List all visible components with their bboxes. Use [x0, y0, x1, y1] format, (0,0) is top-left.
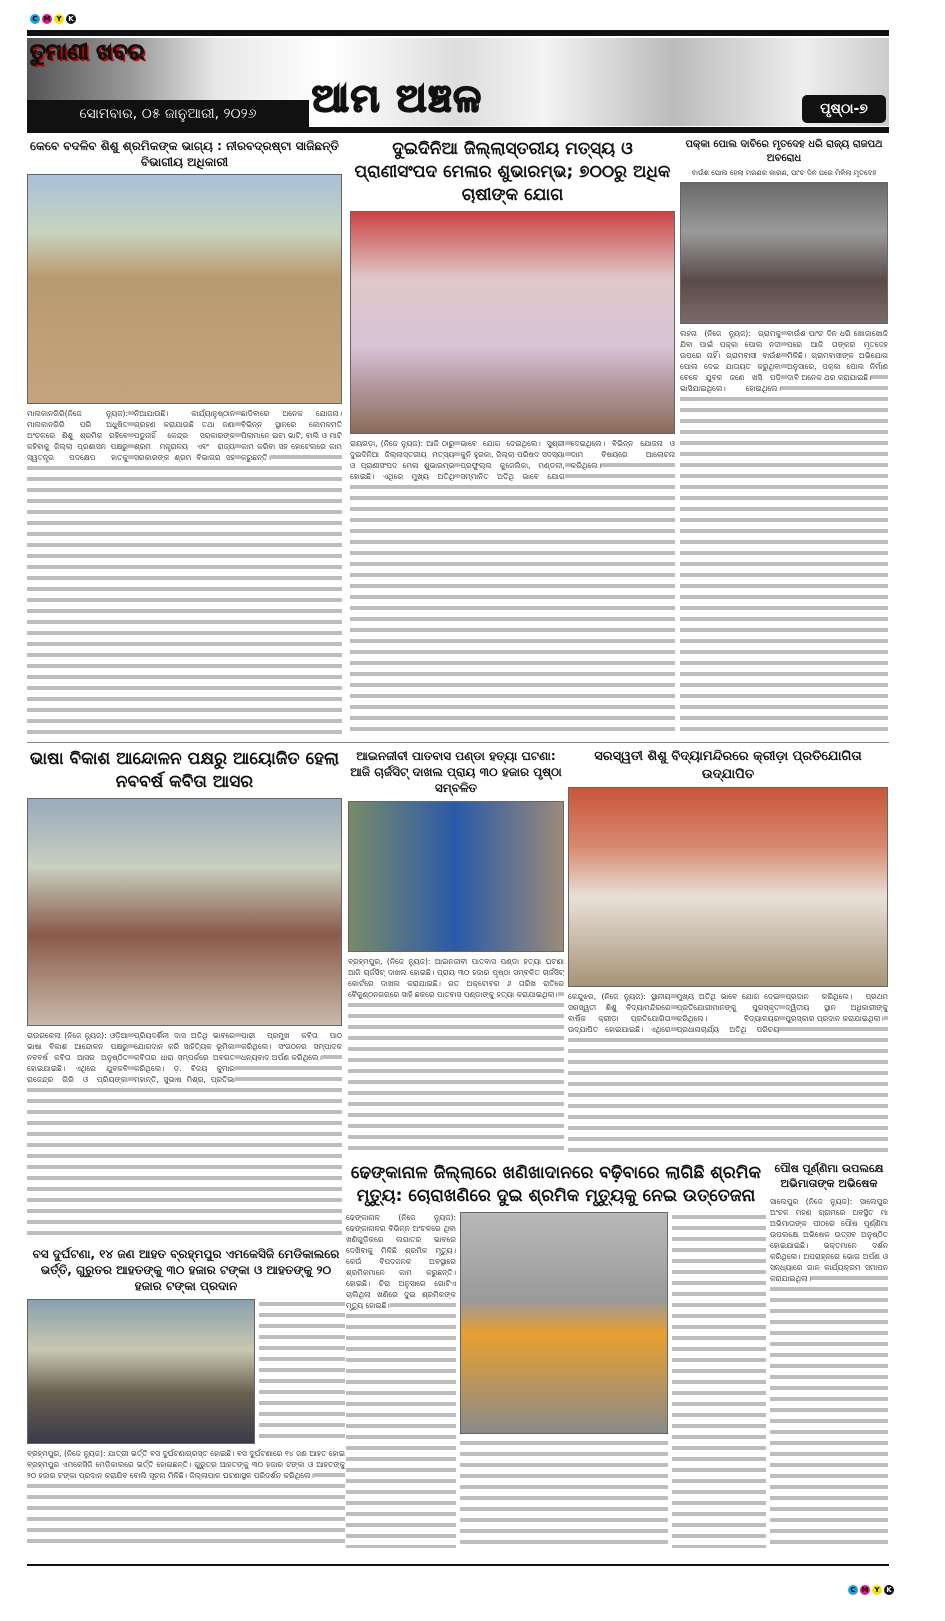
- article-bus-accident: [27, 1246, 345, 1548]
- article-fish-fair: [350, 138, 675, 738]
- article-lawyer-murder: [348, 748, 564, 1156]
- cmyk-registration-marks-top: [30, 14, 76, 24]
- magenta-dot-icon: M: [861, 1586, 869, 1594]
- article-paush-purnima: [770, 1162, 888, 1548]
- article-body-mine-deaths-cont: [460, 1438, 668, 1548]
- article-body-bus-accident-side: [259, 1299, 345, 1444]
- article-body-mine-deaths-cont2: [672, 1212, 766, 1548]
- article-poetry-meet: [27, 748, 342, 1240]
- article-body-mine-deaths: ଢେଙ୍କାନାଳ (ନିଜେ ନ୍ୟୁଜ): ଢେଙ୍କାନାଳର ବିଭିନ୍ନ ଅଂଚଳରେ ଥିବା ଖଣିଗୁଡ଼ିକରେ ଲଗାତର ଭାବରେ ଦେଖିବାକୁ ମିଳିଛି ଶ୍ରମିକ ମୃତ୍ୟୁ। କେଉଁ ବିପଦଜନକ ଅବସ୍ଥାରେ ଶ୍ରମିକମାନେ କାମ କରୁଛନ୍ତି। ହୋଇଛି। ଚିରା ଅନୁସାରେ ଗୋଟିଏ ଚାଲିଥିଲା ଖଣିରେ ଦୁଇ ଶ୍ରମିକଙ୍କ ମୃତ୍ୟୁ ହୋଇଛି।: [346, 1212, 456, 1548]
- headline-bridge-protest: ପକ୍କା ପୋଲ ଦାବିରେ ମୃତଦେହ ଧରି ରାଜ୍ୟ ରାଜପଥ ଅବରୋଧ: [680, 138, 888, 165]
- yellow-dot-icon: Y: [872, 1585, 882, 1595]
- article-bridge-protest: [680, 138, 888, 738]
- photo-sports-prize: [568, 787, 888, 987]
- cmyk-registration-marks-bottom: [848, 1585, 894, 1595]
- article-mine-deaths: [346, 1162, 766, 1548]
- headline-bus-accident: ବସ ଦୁର୍ଘଟଣା, ୧୪ ଜଣ ଆହତ ବ୍ରହ୍ମପୁର ଏମକେସିଜି ମେଡିକାଲରେ ଭର୍ତ୍ତି, ଗୁରୁତର ଆହତଙ୍କୁ ୩୦ ହଜାର ଟଙ୍କା ଓ ଆହତଙ୍କୁ ୨୦ ହଜାର ଟଙ୍କା ପ୍ରଦାନ: [27, 1246, 345, 1295]
- headline-child-labour: କେବେ ବଦଳିବ ଶିଶୁ ଶ୍ରମିକଙ୍କ ଭାଗ୍ୟ : ନୀରବଦ୍ରଷ୍ଟା ସାଜିଛନ୍ତି ବିଭାଗୀୟ ଅଧିକାରୀ: [27, 138, 342, 170]
- masthead-bottom-rule: [27, 127, 889, 133]
- row-divider: [27, 742, 889, 743]
- photo-children-carrying-sand: [27, 174, 342, 404]
- photo-damaged-bus: [27, 1299, 255, 1444]
- headline-school-sports: ସରସ୍ୱତୀ ଶିଶୁ ବିଦ୍ୟାମନ୍ଦିରରେ କ୍ରୀଡ଼ା ପ୍ରତିଯୋଗିତା ଉଦ୍‌ଯାପିତ: [568, 748, 888, 783]
- article-body-child-labour: ମାଲକାନଗିରି(ନିଜେ ନ୍ୟୁଜ): ମାଲକାନଗିରି ପରି ଅଧୁଷିତ ଅଂଚଳରେ ଶିଶୁ ଶ୍ରମିକ ରହିବେ କହିବାକୁ ଜିଲ୍ଲା ପ୍ରଶାସନ ପକ୍ଷରୁ ସ୍ୱତନ୍ତ୍ର ପଦକ୍ଷେପ ହାତକୁ ନିଆଯାଉଛି। କାର୍ଯ୍ୟାନୁଷ୍ଠାନ ଗ୍ରହଣ କରାଯାଉଛି ତଥା ଜଣା ପଡୁନାହିଁ କେନ୍ଦ୍ର ସରକାରଙ୍କ ଶ୍ରମ ମନ୍ତ୍ରାଳୟ ଏବଂ ରାଜ୍ୟ ସରକାରଙ୍କ ଶ୍ରମ ବିଭାଗର ସହ ଛାଡିବାରେ ଅନେକ ଯୋଜନା। ବିଭିନ୍ନ ସ୍ଥାନରେ କୋମଳମତି ପିଲାମାନେ ଇଟା ଭାଟି, ବାଲି ଓ ମାଟି କାମ କରିବା ସହ ହୋଟେଲରେ କାମ କରୁଛନ୍ତି।: [27, 408, 342, 738]
- photo-fair-inauguration: [350, 211, 675, 434]
- cyan-dot-icon: C: [30, 14, 40, 24]
- footer-rule: [27, 1564, 889, 1566]
- photo-road-blockade: [680, 182, 888, 324]
- black-dot-icon: K: [884, 1585, 894, 1595]
- article-school-sports: [568, 748, 888, 1156]
- photo-poetry-event: [27, 798, 342, 1026]
- headline-fish-fair: ଦୁଇଦିନିଆ ଜିଲ୍ଲାସ୍ତରୀୟ ମତ୍ସ୍ୟ ଓ ପ୍ରାଣୀସଂପଦ ମେଳାର ଶୁଭାରମ୍ଭ; ୭୦୦ରୁ ଅଧିକ ଚାଷୀଙ୍କ ଯୋଗ: [350, 138, 675, 207]
- article-body-school-sports: କେନ୍ଦୁଝର, (ନିଜେ ନ୍ୟୁଜ): ସ୍ଥାନୀୟ ସରସ୍ୱତୀ ଶିଶୁ ବିଦ୍ୟାମନ୍ଦିରରେ ବାର୍ଷିକ କ୍ରୀଡ଼ା ପ୍ରତିଯୋଗିତା ଉଦ୍‌ଯାପିତ ହୋଇଯାଇଛି। ଏଥିରେ ମୁଖ୍ୟ ଅତିଥି ଭାବେ ଯୋଗ ଦେଇ ପ୍ରତିଯୋଗୀମାନଙ୍କୁ ପୁରସ୍କୃତ କରିଥିଲେ। ବିଦ୍ୟାଳୟର ପ୍ରଧାନାଚାର୍ଯ୍ୟ ଅତିଥି ପରିଚୟ ପ୍ରଦାନ କରିଥିଲେ। ପ୍ରଥମ ଦ୍ୱିତୀୟ ସ୍ଥାନ ଅଧିକାରୀଙ୍କୁ ପୁରସ୍କାର ପ୍ରଦାନ କରାଯାଇଥିଲା।: [568, 991, 888, 1156]
- yellow-dot-icon: Y: [54, 14, 64, 24]
- article-body-lawyer-murder: ବ୍ରହ୍ମପୁର, (ନିଜେ ନ୍ୟୁଜ): ଆଇନଜୀବୀ ପାତବାସ ପଣ୍ଡା ହତ୍ୟା ଘଟଣା ଆଜି ଚାର୍ଜସିଟ୍ ଦାଖଲ ହୋଇଛି। ପ୍ରାୟ ୩୦ ହଜାର ପୃଷ୍ଠା ସମ୍ବଳିତ ଚାର୍ଜସିଟ୍ କୋର୍ଟରେ ଦାଖଲ କରାଯାଇଛି। ଗତ ଅକ୍ଟୋବର ୬ ତାରିଖ ରାତିରେ ବୈକୁଣ୍ଠନଗରରେ ସାହି ଛକରେ ପାତବାସ ପଣ୍ଡାଙ୍କୁ ହତ୍ୟା କରାଯାଇଥିଲା।: [348, 956, 564, 1156]
- headline-lawyer-murder: ଆଇନଜୀବୀ ପାତବାସ ପଣ୍ଡା ହତ୍ୟା ଘଟଣା: ଆଜି ଚାର୍ଜସିଟ୍ ଦାଖଲ ପ୍ରାୟ ୩୦ ହଜାର ପୃଷ୍ଠା ସମ୍ବଳିତ: [348, 748, 564, 797]
- subhead-bridge-protest: ବାଉଁଶ ପୋଲ ହେଲା ମରଣର କାରଣ, ପାଂଚ ଦିନ ପରେ ମିଳିଲା ମୃତଦେହ: [680, 169, 888, 178]
- headline-poetry-meet: ଭାଷା ବିକାଶ ଆନ୍ଦୋଳନ ପକ୍ଷରୁ ଆୟୋଜିତ ହେଲା ନବବର୍ଷ କବିତା ଆସର: [27, 748, 342, 794]
- black-dot-icon: K: [66, 14, 76, 24]
- article-body-bridge-protest: ଲହନା (ନିଜେ ନ୍ୟୁଜ): ଗ୍ରାମକୁ ଯିବା ପାଇଁ ପକ୍କା ପୋଲ ନଦୀ ଉପରେ ନାହିଁ। ଗ୍ରାମବାସୀ ବାଉଁଶ ପୋଲ ଦେଇ ଯାତାୟତ କରୁଥିବା ବେଳେ ଯୁବକ ଜଣେ ଖସି ପଡ଼ି ଭାସିଯାଇଥିଲେ। ହୋଇଥିଲେ। ବାଉଁଶ ପାଂଚ ଦିନ ଧରି ଖୋଜାଖୋଜି ପରେ ଆଜି ତାଙ୍କର ମୃତଦେହ ମିଳିଛି। ଗ୍ରାମବାସୀଙ୍କ ଅଭିଯୋଗ ଅନୁସାରେ, ପକ୍କା ପୋଲ ନିର୍ମାଣ ଦାବି ଅନେକ ଥର କରାଯାଇଛି।: [680, 328, 888, 738]
- cyan-dot-icon: C: [848, 1585, 858, 1595]
- article-child-labour: [27, 138, 342, 738]
- magenta-dot-icon: M: [43, 15, 51, 23]
- masthead-top-rule: [27, 30, 889, 36]
- headline-mine-deaths: ଢେଙ୍କାନାଳ ଜିଲ୍ଲାରେ ଖଣିଖାଦାନରେ ବଢ଼ିବାରେ ଲାଗିଛି ଶ୍ରମିକ ମୃତ୍ୟୁ: ଚୋରାଖଣିରେ ଦୁଇ ଶ୍ରମିକ ମୃତ୍ୟୁକୁ ନେଇ ଉତ୍ତେଜନା: [346, 1162, 766, 1208]
- article-body-fish-fair: ରାୟଗଡ଼ା, (ନିଜେ ନ୍ୟୁଜ): ଆଜି ଠାରୁ ଦୁଇଦିନିଆ ଜିଲ୍ଲାସ୍ତରୀୟ ମତ୍ସ୍ୟ ଓ ପ୍ରାଣୀସଂପଦ ମେଳା ଶୁଭାରମ୍ଭ ହୋଇଛି। ଏଥିରେ ମୁଖ୍ୟ ଅତିଥି ଭାବେ ଯୋଗ ଦେଇଥିଲେ। ସୁଶ୍ରୀ କୁନି ହୁରକା, ଜିଲ୍ଲା ପରିଷଦ ସଦସ୍ୟା ପ୍ରଫୁଲ୍ଲ କୁଜେଲିକା, ମଣ୍ଡଳୀ, ସମ୍ମାନିତ ଅତିଥି ଭାବେ ଯୋଗ ଦେଇଥିଲେ। ବିଭିନ୍ନ ଯୋଜନା ଓ ଦାମ ବିଷୟରେ ଆଲୋଚନା କରିଥିଲେ।: [350, 438, 675, 738]
- article-body-paush-purnima: ସାଲେପୁର (ନିଜେ ନ୍ୟୁଜ): ସାଲେପୁର ଅଂଚଳ ମହଣ ଗ୍ରାମରେ ଅବସ୍ଥିତ ମା ଅଭିମାତାଙ୍କ ପୀଠରେ ପୌଷ ପୂର୍ଣ୍ଣିମା ଉପଲକ୍ଷେ ଅଭିଷେକ ଉତ୍ସବ ଅନୁଷ୍ଠିତ ହୋଇଯାଇଛି। ଭକ୍ତମାନେ ଦର୍ଶନ କରିଥିଲେ। ଅପରାହ୍ନରେ ଭୋଗ ଅର୍ପଣ ଓ ସନ୍ଧ୍ୟାରେ ଗାନ କାର୍ଯ୍ୟକ୍ରମ ସମାପନ କରାଯାଇଥିଲା।: [770, 1196, 888, 1548]
- newspaper-logo: ତୁମାଣୀ ଖବର: [30, 40, 145, 65]
- article-body-bus-accident: ବ୍ରହ୍ମପୁର, (ନିଜେ ନ୍ୟୁଜ): ଯାତ୍ରୀ ଭର୍ତ୍ତି ବସ ଦୁର୍ଘଟଣାଗ୍ରସ୍ତ ହୋଇଛି। ବସ ଦୁର୍ଘଟଣାରେ ୧୪ ଜଣ ଆହତ ହୋଇ ବ୍ରହ୍ମପୁର ଏମକେସିଜି ମେଡିକାଲରେ ଭର୍ତ୍ତି ହୋଇଛନ୍ତି। ଗୁରୁତର ଆହତଙ୍କୁ ୩୦ ହଜାର ଟଙ୍କା ଓ ଆହତଙ୍କୁ ୨୦ ହଜାର ଟଙ୍କା ପ୍ରଦାନ କରାଯିବ ବୋଲି ସୂଚନା ମିଳିଛି। ଜିଲ୍ଲାପାଳ ଘଟଣାସ୍ଥଳ ପରିଦର୍ଶନ କରିଥିଲେ।: [27, 1448, 345, 1548]
- photo-police-chargesheet: [348, 801, 564, 952]
- article-body-poetry-meet: ରାଉରକେଲା (ନିଜେ ନ୍ୟୁଜ): ଓଡ଼ିଆ ଭାଷା ବିକାଶ ଆନ୍ଦୋଳନ ପକ୍ଷରୁ ନବବର୍ଷ କବିତା ଆସର ଅନୁଷ୍ଠିତ ହୋଇଯାଇଛି। ଏଥିରେ ଯୁବକବି ରାଜେନ୍ଦ୍ର ଗିରି ଓ ପ୍ରିୟଙ୍କା ପ୍ରିୟଦର୍ଶିନୀ ଦାସ ଅତିଥି ଭାବରେ ଯୋଗଦାନ କରି ସାହିତ୍ୟିକ ଭୂମିକା କବିତାର ଧାରା ସମ୍ପର୍କରେ ଅବଗତ କରିଥିଲେ। ଡ଼. ବିଜୟ କୁମାର ମହାନ୍ତି, ସୁଭାଷ ମିଶ୍ର, ପ୍ରତିଭା ପାଢ଼ୀ ପ୍ରମୁଖ କବିତା ପାଠ କରିଥିଲେ। ସଂଗଠନର ସମ୍ପାଦକ ଧନ୍ୟବାଦ ଅର୍ପଣ କରିଥିଲେ।: [27, 1030, 342, 1240]
- issue-date: ସୋମବାର, ୦୫ ଜାନୁଆରୀ, ୨୦୨୬: [27, 100, 309, 128]
- page-number-badge: ପୃଷ୍ଠା-୭: [802, 95, 886, 123]
- section-title: ଆମ ଅଞ୍ଚଳ: [312, 76, 483, 120]
- photo-rescue-workers: [460, 1212, 668, 1434]
- headline-paush-purnima: ପୌଷ ପୂର୍ଣ୍ଣିମା ଉପଲକ୍ଷେ ଅଭିମାତାଙ୍କ ଅଭିଷେକ: [770, 1162, 888, 1192]
